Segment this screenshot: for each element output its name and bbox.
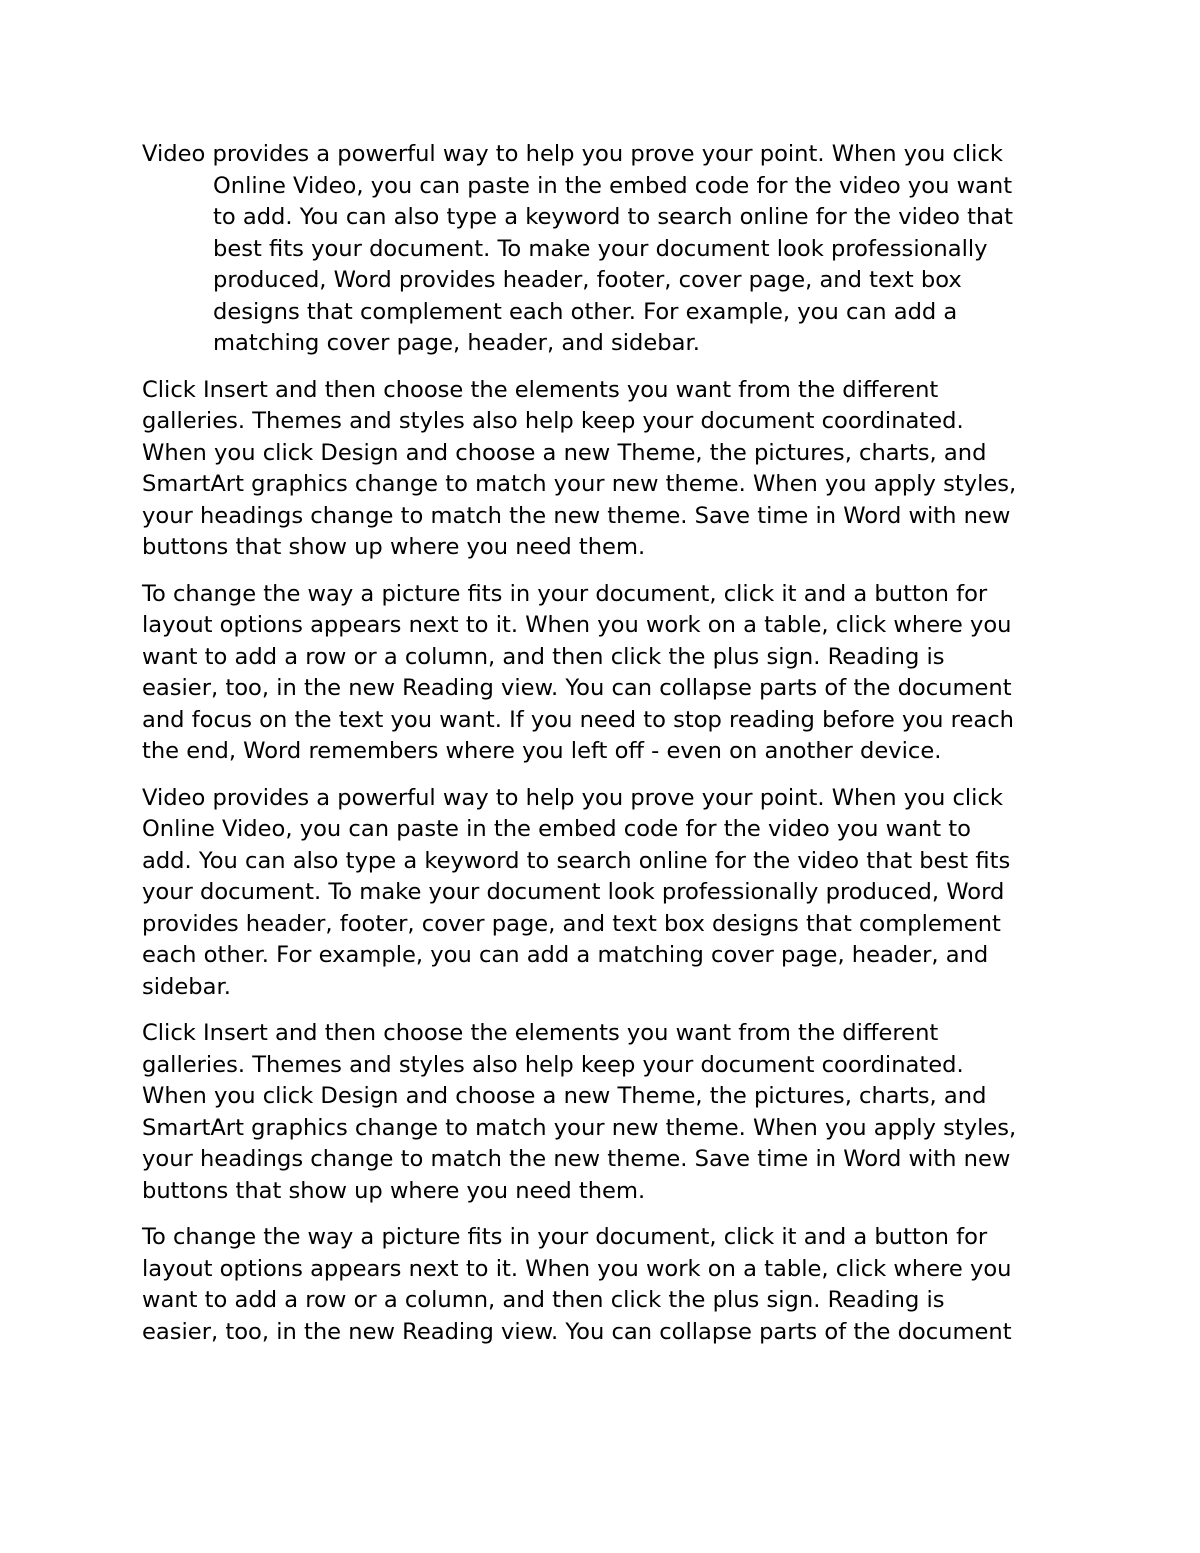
text-line: easier, too, in the new Reading view. You can collapse parts of the document <box>142 1318 1012 1345</box>
text-line: add. You can also type a keyword to search online for the video that best fits <box>142 847 1011 874</box>
text-line: SmartArt graphics change to match your new theme. When you apply styles, <box>142 471 1017 497</box>
text-line: your headings change to match the new theme. Save time in Word with new <box>142 502 1011 529</box>
text-line: To change the way a picture fits in your document, click it and a button for <box>142 580 988 607</box>
text-line: Click Insert and then choose the elements you want from the different <box>142 1020 939 1046</box>
paragraph <box>142 783 1062 1004</box>
text-line: buttons that show up where you need them. <box>142 534 646 560</box>
text-line: the end, Word remembers where you left off - even on another device. <box>142 738 942 764</box>
text-line: sidebar. <box>142 973 231 1000</box>
text-line: Video provides a powerful way to help you prove your point. When you click <box>142 141 1003 167</box>
paragraph <box>142 1222 1062 1348</box>
text-line: your headings change to match the new theme. Save time in Word with new <box>142 1146 1011 1172</box>
text-line: matching cover page, header, and sidebar. <box>213 330 700 356</box>
text-line: produced, Word provides header, footer, cover page, and text box <box>213 267 962 293</box>
text-line: galleries. Themes and styles also help keep your document coordinated. <box>142 408 964 434</box>
text-line: SmartArt graphics change to match your new theme. When you apply styles, <box>142 1114 1017 1141</box>
text-line: Video provides a powerful way to help you prove your point. When you click <box>142 784 1003 811</box>
text-line: When you click Design and choose a new Theme, the pictures, charts, and <box>142 1083 987 1109</box>
text-line: Online Video, you can paste in the embed code for the video you want to <box>142 816 971 842</box>
text-line: layout options appears next to it. When you work on a table, click where you <box>142 612 1012 638</box>
text-line: buttons that show up where you need them. <box>142 1177 646 1204</box>
text-line: want to add a row or a column, and then click the plus sign. Reading is <box>142 643 945 670</box>
text-line: want to add a row or a column, and then click the plus sign. Reading is <box>142 1287 945 1313</box>
text-line: and focus on the text you want. If you need to stop reading before you reach <box>142 706 1014 733</box>
text-line: each other. For example, you can add a matching cover page, header, and <box>142 942 989 968</box>
document-body <box>142 139 1062 1363</box>
text-line: galleries. Themes and styles also help keep your document coordinated. <box>142 1051 964 1078</box>
text-line: best fits your document. To make your document look professionally <box>213 235 988 262</box>
text-line: your document. To make your document look professionally produced, Word <box>142 879 1005 905</box>
text-line: easier, too, in the new Reading view. You can collapse parts of the document <box>142 675 1012 701</box>
paragraph <box>142 579 1062 768</box>
paragraph <box>142 1018 1062 1207</box>
text-line: Click Insert and then choose the elements you want from the different <box>142 376 939 403</box>
text-line: Online Video, you can paste in the embed code for the video you want <box>213 172 1013 199</box>
text-line: When you click Design and choose a new Theme, the pictures, charts, and <box>142 439 987 466</box>
paragraph <box>142 375 1062 564</box>
text-line: provides header, footer, cover page, and text box designs that complement <box>142 910 1001 937</box>
text-line: designs that complement each other. For example, you can add a <box>213 298 958 325</box>
text-line: layout options appears next to it. When you work on a table, click where you <box>142 1255 1012 1282</box>
paragraph <box>142 139 1062 360</box>
text-line: To change the way a picture fits in your document, click it and a button for <box>142 1224 988 1250</box>
text-line: to add. You can also type a keyword to search online for the video that <box>213 204 1013 230</box>
